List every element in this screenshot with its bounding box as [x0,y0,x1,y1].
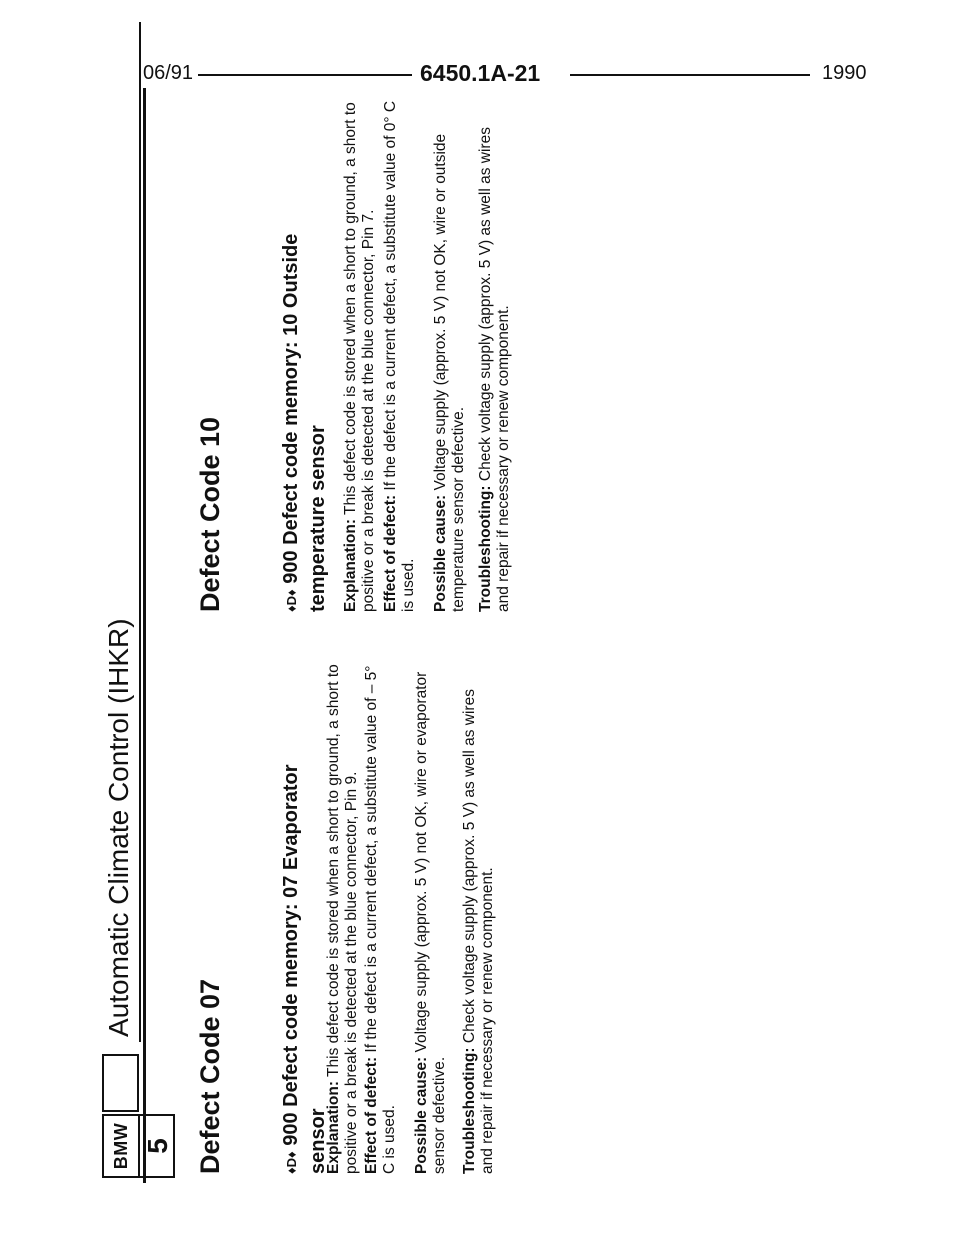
paragraph-label: Effect of defect: [363,1056,380,1174]
paragraph-possible-cause [432,97,468,612]
paragraph-text: Check voltage supply (approx. 5 V) as well as wires and repair if necessary or renew component. [477,127,512,612]
badge-empty-box [102,1054,139,1112]
section-title: Defect Code 10 [195,416,225,612]
bmw-brand-label: BMW [104,1116,140,1176]
paragraph-label: Troubleshooting: [477,485,494,612]
paragraph-label: Possible cause: [413,1056,430,1174]
paragraph-label: Effect of defect: [382,494,399,612]
paragraph-label: Explanation: [325,1080,342,1174]
paragraph-effect [363,659,399,1174]
paragraph-possible-cause [413,659,449,1174]
paragraph-text: This defect code is stored when a short to ground, a short to positive or a break is detected at the blue connector, Pin 9. [325,664,360,1174]
item-heading [278,132,332,612]
paragraph-label: Troubleshooting: [461,1047,478,1174]
bmw-series-badge [102,1114,175,1178]
manual-title: Automatic Climate Control (IHKR) [103,618,134,1037]
paragraph-text: If the defect is a current defect, a substitute value of 0° C is used. [382,100,417,612]
section-title: Defect Code 07 [195,978,225,1174]
diagnostic-symbol: ♦D♦ [284,1151,300,1174]
header-doc-code: 6450.1A-21 [420,60,541,86]
paragraph-troubleshooting [477,97,513,612]
paragraph-effect [382,97,418,612]
paragraph-troubleshooting [461,659,497,1174]
paragraph-text: Voltage supply (approx. 5 V) not OK, wire or outside temperature sensor defective. [432,133,467,612]
item-heading-text: 900 Defect code memory: 10 Outside temperature sensor [280,233,330,612]
paragraph-explanation [325,659,361,1174]
header-year: 1990 [822,62,867,84]
paragraph-text: Check voltage supply (approx. 5 V) as well as wires and repair if necessary or renew component. [461,689,496,1174]
paragraph-label: Possible cause: [432,494,449,612]
paragraph-label: Explanation: [342,518,359,612]
paragraph-text: If the defect is a current defect, a substitute value of – 5° C is used. [363,665,398,1174]
item-heading-text: 900 Defect code memory: 07 Evaporator sensor [280,764,330,1174]
header-date: 06/91 [143,62,194,84]
paragraph-text: Voltage supply (approx. 5 V) not OK, wire or evaporator sensor defective. [413,671,448,1174]
bmw-series-number: 5 [142,1138,173,1154]
title-rule [139,22,141,1042]
paragraph-explanation [342,97,378,612]
paragraph-text: This defect code is stored when a short to ground, a short to positive or a break is detected at the blue connector, Pin 7. [342,102,377,612]
diagnostic-symbol: ♦D♦ [284,589,300,612]
